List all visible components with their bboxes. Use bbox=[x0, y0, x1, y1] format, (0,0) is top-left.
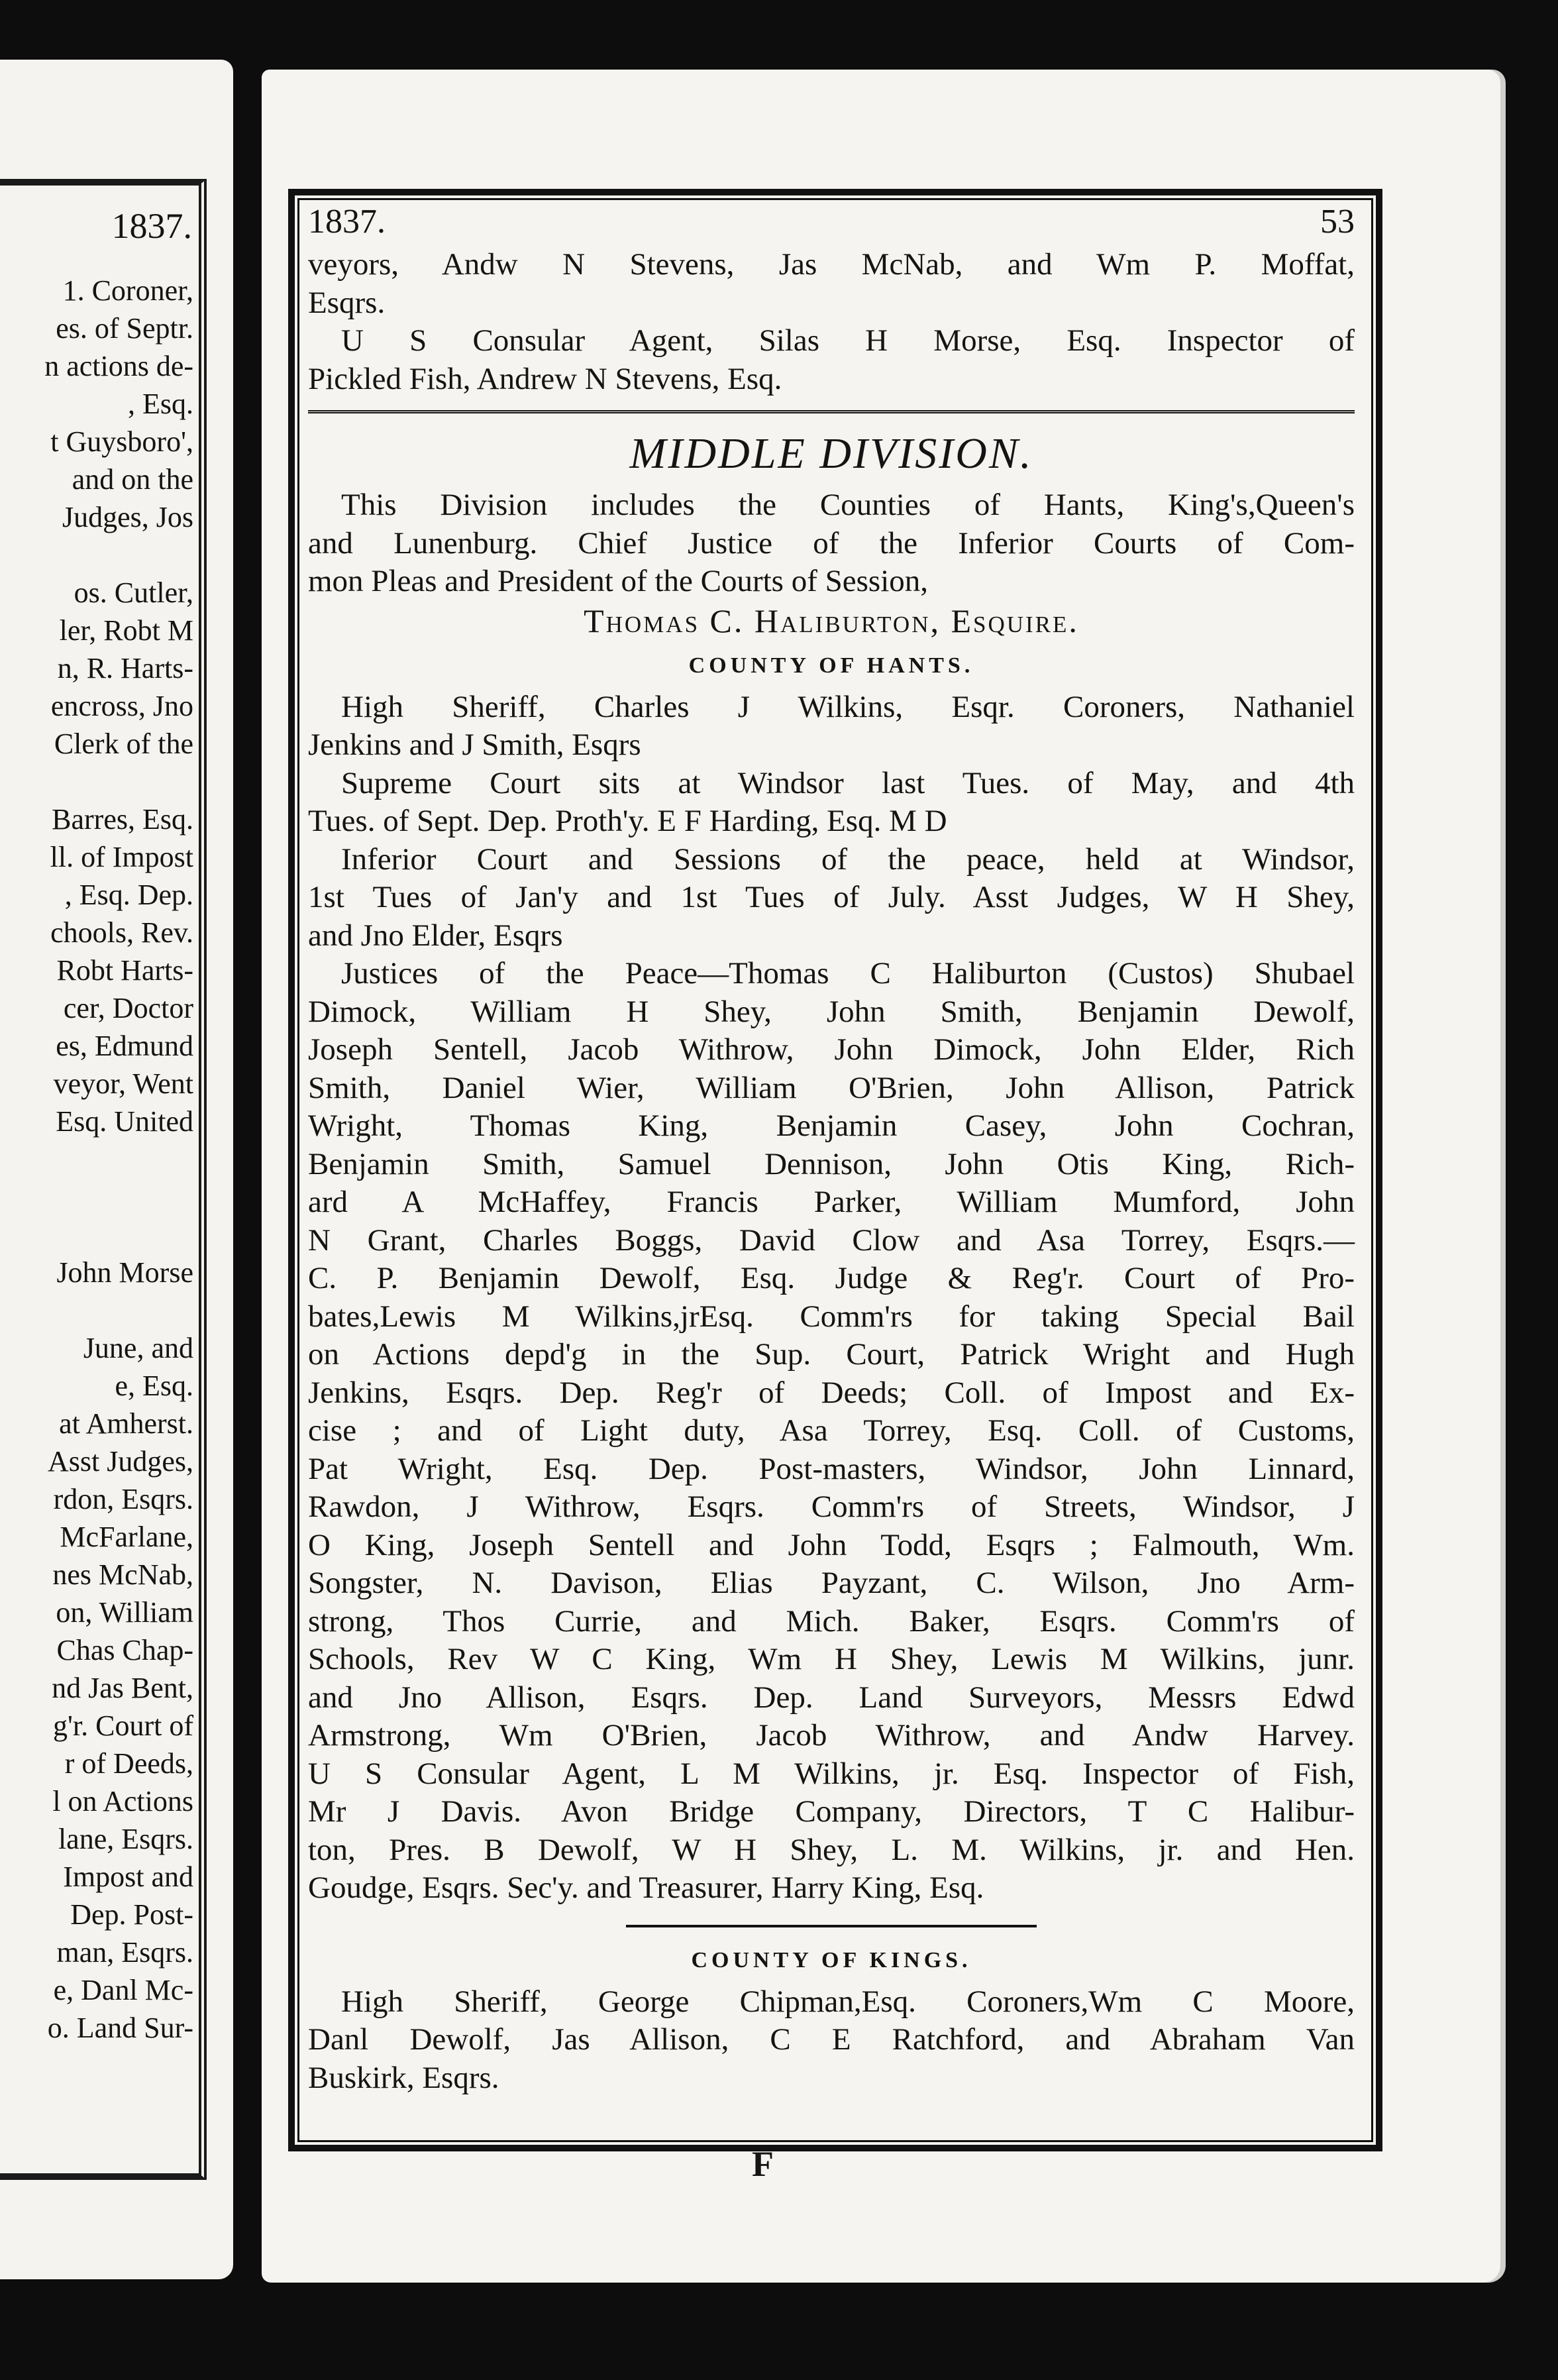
section-rule bbox=[308, 410, 1355, 417]
previous-page-line bbox=[0, 1291, 193, 1329]
text-line: Joseph Sentell, Jacob Withrow, John Dimock, John Elder, Rich bbox=[308, 1032, 1355, 1067]
text-line: cise ; and of Light duty, Asa Torrey, Esq. Coll. of Customs, bbox=[308, 1413, 1355, 1448]
text-line: This Division includes the Counties of Hants, King's,Queen's bbox=[341, 488, 1355, 522]
text-line: Armstrong, Wm O'Brien, Jacob Withrow, and Andw Harvey. bbox=[308, 1718, 1355, 1753]
previous-page-line bbox=[0, 763, 193, 800]
previous-page-line: Dep. Post- bbox=[70, 1898, 193, 1931]
previous-page-line: r of Deeds, bbox=[64, 1747, 193, 1780]
page-content bbox=[308, 202, 1355, 2097]
text-line: Smith, Daniel Wier, William O'Brien, John Allison, Patrick bbox=[308, 1070, 1355, 1105]
text-line: Buskirk, Esqrs. bbox=[308, 2060, 499, 2095]
previous-page-line: nd Jas Bent, bbox=[52, 1672, 193, 1704]
previous-page-line: McFarlane, bbox=[60, 1521, 193, 1553]
text-line: Mr J Davis. Avon Bridge Company, Directors, T C Halibur- bbox=[308, 1794, 1355, 1829]
previous-page-text bbox=[0, 272, 193, 2047]
previous-page-line: t Guysboro', bbox=[50, 425, 193, 458]
previous-page-line: l on Actions bbox=[52, 1785, 193, 1817]
text-line: Benjamin Smith, Samuel Dennison, John Otis King, Rich- bbox=[308, 1146, 1355, 1181]
previous-page-line bbox=[0, 1178, 193, 1216]
text-line: Goudge, Esqrs. Sec'y. and Treasurer, Harry King, Esq. bbox=[308, 1870, 984, 1905]
previous-page-line: e, Danl Mc- bbox=[53, 1974, 193, 2006]
previous-page-line: es. of Septr. bbox=[56, 312, 193, 345]
text-line: U S Consular Agent, L M Wilkins, jr. Esq. Inspector of Fish, bbox=[308, 1756, 1355, 1791]
previous-page-line: nes McNab, bbox=[52, 1558, 193, 1591]
division-intro bbox=[308, 486, 1355, 601]
text-line: Inferior Court and Sessions of the peace, held at Windsor, bbox=[341, 841, 1355, 877]
previous-page-line: Esq. United bbox=[56, 1105, 193, 1138]
previous-page-line: ll. of Impost bbox=[50, 841, 193, 873]
text-line: Tues. of Sept. Dep. Proth'y. E F Harding, Esq. M D bbox=[308, 804, 947, 838]
text-line: and Jno Allison, Esqrs. Dep. Land Surveyors, Messrs Edwd bbox=[308, 1680, 1355, 1715]
previous-page-line: Barres, Esq. bbox=[52, 803, 193, 836]
text-line: C. P. Benjamin Dewolf, Esq. Judge & Reg'r. Court of Pro- bbox=[308, 1261, 1355, 1295]
previous-page-line: Chas Chap- bbox=[56, 1634, 193, 1666]
previous-page-line: man, Esqrs. bbox=[56, 1936, 193, 1969]
previous-page-line bbox=[0, 1216, 193, 1254]
previous-page-line bbox=[0, 1140, 193, 1178]
text-line: Pickled Fish, Andrew N Stevens, Esq. bbox=[308, 361, 782, 396]
text-line: Jenkins, Esqrs. Dep. Reg'r of Deeds; Coll. of Impost and Ex- bbox=[308, 1375, 1355, 1410]
previous-page-line: 1. Coroner, bbox=[62, 274, 193, 307]
previous-page-line: lane, Esqrs. bbox=[58, 1823, 193, 1855]
previous-page-line: Impost and bbox=[63, 1861, 193, 1893]
text-line: Esqrs. bbox=[308, 285, 386, 320]
text-line: High Sheriff, George Chipman,Esq. Coroners,Wm C Moore, bbox=[341, 1984, 1355, 2019]
previous-page-line: Robt Harts- bbox=[56, 954, 193, 987]
text-line: and Lunenburg. Chief Justice of the Inferior Courts of Com- bbox=[308, 525, 1355, 561]
text-line: High Sheriff, Charles J Wilkins, Esqr. Coroners, Nathaniel bbox=[341, 689, 1355, 724]
county-kings-text bbox=[308, 1983, 1355, 2098]
previous-page-year: 1837. bbox=[111, 206, 192, 246]
previous-page-line: veyor, Went bbox=[53, 1067, 193, 1100]
previous-page bbox=[0, 60, 233, 2279]
text-line: 1st Tues of Jan'y and 1st Tues of July. Asst Judges, W H Shey, bbox=[308, 880, 1355, 914]
short-rule bbox=[626, 1925, 1037, 1927]
text-line: Songster, N. Davison, Elias Payzant, C. Wilson, Jno Arm- bbox=[308, 1566, 1355, 1600]
previous-page-frame bbox=[0, 179, 207, 2180]
intro-paragraph bbox=[308, 246, 1355, 398]
previous-page-line: June, and bbox=[83, 1332, 193, 1364]
text-line: on Actions depd'g in the Sup. Court, Patrick Wright and Hugh bbox=[308, 1337, 1355, 1372]
previous-page-line: Judges, Jos bbox=[62, 501, 193, 533]
text-line: Wright, Thomas King, Benjamin Casey, John Cochran, bbox=[308, 1109, 1355, 1143]
previous-page-line: on, William bbox=[56, 1596, 193, 1629]
text-line: U S Consular Agent, Silas H Morse, Esq. Inspector of bbox=[341, 323, 1355, 358]
previous-page-line: rdon, Esqrs. bbox=[53, 1483, 193, 1515]
signature-mark: F bbox=[752, 2144, 774, 2184]
previous-page-line: at Amherst. bbox=[59, 1407, 193, 1440]
county-hants-heading: COUNTY OF HANTS. bbox=[688, 653, 974, 678]
previous-page-line: n actions de- bbox=[44, 350, 193, 382]
previous-page-line: ler, Robt M bbox=[59, 614, 193, 647]
text-line: Supreme Court sits at Windsor last Tues. of May, and 4th bbox=[341, 765, 1355, 800]
previous-page-line: e, Esq. bbox=[115, 1370, 193, 1402]
page bbox=[262, 70, 1500, 2283]
county-kings-heading: COUNTY OF KINGS. bbox=[691, 1947, 972, 1973]
text-line: Schools, Rev W C King, Wm H Shey, Lewis M Wilkins, junr. bbox=[308, 1642, 1355, 1676]
text-line: and Jno Elder, Esqrs bbox=[308, 918, 563, 953]
text-line: Jenkins and J Smith, Esqrs bbox=[308, 728, 641, 762]
previous-page-line bbox=[0, 536, 193, 574]
previous-page-line: cer, Doctor bbox=[63, 992, 193, 1024]
previous-page-line: Asst Judges, bbox=[47, 1445, 193, 1478]
previous-page-line: o. Land Sur- bbox=[47, 2012, 193, 2044]
running-header bbox=[308, 202, 1355, 246]
previous-page-line: g'r. Court of bbox=[52, 1709, 193, 1742]
text-line: mon Pleas and President of the Courts of Session, bbox=[308, 564, 929, 598]
previous-page-line: os. Cutler, bbox=[74, 576, 193, 609]
text-line: Rawdon, J Withrow, Esqrs. Comm'rs of Streets, Windsor, J bbox=[308, 1489, 1355, 1524]
previous-page-line: n, R. Harts- bbox=[57, 652, 193, 684]
text-line: Justices of the Peace—Thomas C Haliburton (Custos) Shubael bbox=[341, 956, 1355, 991]
page-number: 53 bbox=[1320, 203, 1355, 241]
text-line: veyors, Andw N Stevens, Jas McNab, and Wm P. Moffat, bbox=[308, 247, 1355, 282]
county-hants-text bbox=[308, 688, 1355, 1908]
previous-page-line: , Esq. Dep. bbox=[64, 879, 193, 911]
division-title: MIDDLE DIVISION. bbox=[629, 429, 1033, 478]
previous-page-line: Clerk of the bbox=[54, 728, 193, 760]
previous-page-line: , Esq. bbox=[128, 388, 193, 420]
text-line: bates,Lewis M Wilkins,jrEsq. Comm'rs for taking Special Bail bbox=[308, 1299, 1355, 1334]
previous-page-line: John Morse bbox=[56, 1256, 193, 1289]
chief-justice-name: Thomas C. Haliburton, Esquire. bbox=[584, 602, 1079, 639]
text-line: O King, Joseph Sentell and John Todd, Esqrs ; Falmouth, Wm. bbox=[308, 1527, 1355, 1562]
text-line: strong, Thos Currie, and Mich. Baker, Esqrs. Comm'rs of bbox=[308, 1603, 1355, 1639]
text-line: ard A McHaffey, Francis Parker, William Mumford, John bbox=[308, 1185, 1355, 1219]
text-line: Pat Wright, Esq. Dep. Post-masters, Windsor, John Linnard, bbox=[308, 1451, 1355, 1486]
text-line: N Grant, Charles Boggs, David Clow and Asa Torrey, Esqrs.— bbox=[308, 1222, 1355, 1258]
text-line: Dimock, William H Shey, John Smith, Benjamin Dewolf, bbox=[308, 994, 1355, 1029]
previous-page-line: es, Edmund bbox=[56, 1030, 193, 1062]
header-year: 1837. bbox=[308, 203, 386, 241]
previous-page-line: encross, Jno bbox=[50, 690, 193, 722]
text-line: ton, Pres. B Dewolf, W H Shey, L. M. Wilkins, jr. and Hen. bbox=[308, 1832, 1355, 1867]
text-line: Danl Dewolf, Jas Allison, C E Ratchford, and Abraham Van bbox=[308, 2022, 1355, 2057]
previous-page-line: and on the bbox=[72, 463, 193, 496]
previous-page-line: chools, Rev. bbox=[50, 916, 193, 949]
